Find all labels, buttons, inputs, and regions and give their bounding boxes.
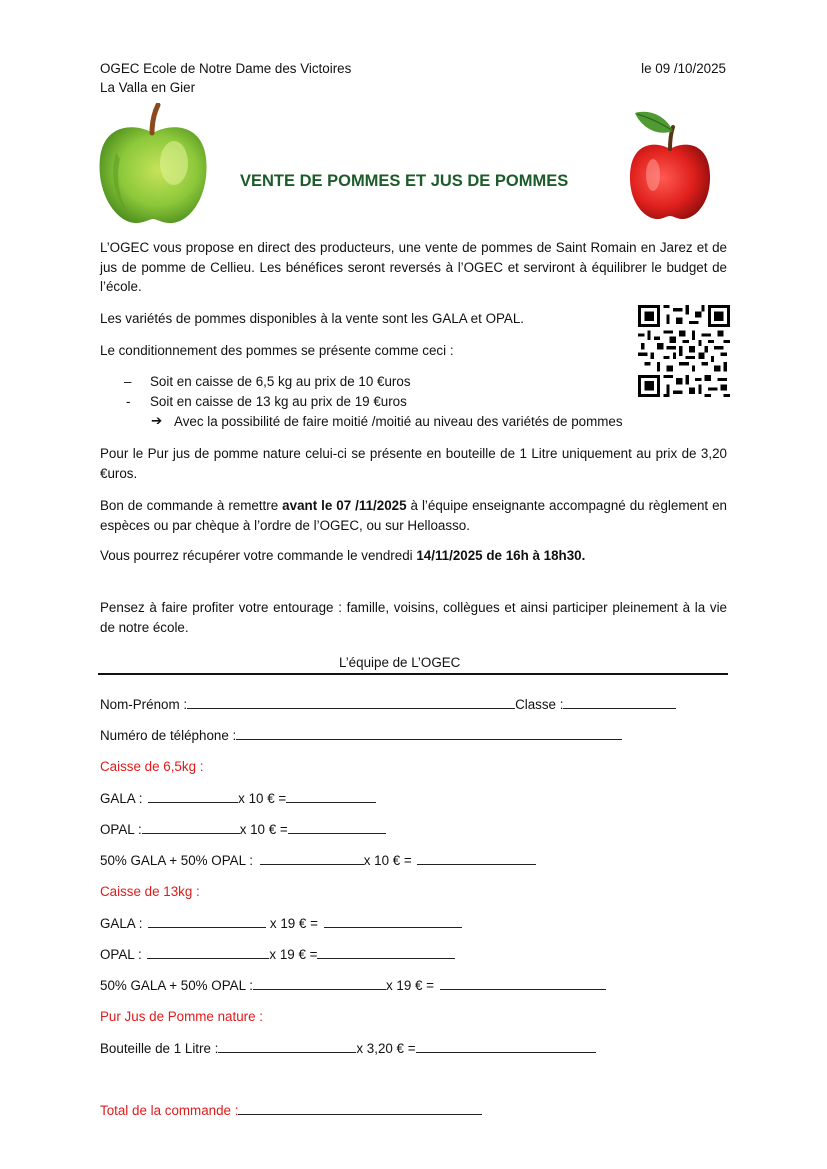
name-field[interactable]	[187, 696, 515, 709]
gala-65-qty-field[interactable]	[148, 790, 238, 803]
mix-13-total-field[interactable]	[440, 977, 606, 990]
gala-65-row: GALA : x 10 € =	[100, 790, 376, 806]
phone-row: Numéro de téléphone :	[100, 727, 622, 743]
class-field[interactable]	[563, 696, 676, 709]
document-date: le 09 /10/2025	[641, 61, 726, 76]
green-apple-icon	[96, 103, 210, 227]
page-title: VENTE DE POMMES ET JUS DE POMMES	[240, 172, 569, 190]
juice-row: Bouteille de 1 Litre : x 3,20 € =	[100, 1040, 596, 1056]
pickup-date: 14/11/2025 de 16h à 18h30.	[416, 548, 586, 563]
divider	[98, 673, 728, 675]
gala-65-total-field[interactable]	[286, 790, 376, 803]
order-paragraph: Bon de commande à remettre avant le 07 /11/2025 à l’équipe enseignante accompagné du règlement en espèces ou par chèque à l’ordre de l’OGEC, ou sur Helloasso.	[100, 498, 727, 533]
opal-13-qty-field[interactable]	[147, 946, 269, 959]
section-13kg: Caisse de 13kg :	[100, 884, 200, 899]
total-label: Total de la commande :	[100, 1103, 239, 1118]
opal-13-row: OPAL : x 19 € =	[100, 946, 455, 962]
opal-65-total-field[interactable]	[288, 821, 386, 834]
opal-13-total-field[interactable]	[317, 946, 455, 959]
town: La Valla en Gier	[100, 80, 196, 95]
phone-field[interactable]	[236, 727, 622, 740]
gala-13-total-field[interactable]	[324, 915, 462, 928]
org-name: OGEC Ecole de Notre Dame des Victoires	[100, 61, 352, 76]
gala-13-qty-field[interactable]	[148, 915, 266, 928]
bullet-item: Soit en caisse de 13 kg au prix de 19 €uros	[150, 394, 407, 409]
pickup-line: Vous pourrez récupérer votre commande le vendredi 14/11/2025 de 16h à 18h30.	[100, 548, 586, 563]
bullet-mark: –	[124, 374, 132, 389]
section-6-5kg: Caisse de 6,5kg :	[100, 759, 204, 774]
closing-paragraph: Pensez à faire profiter votre entourage : famille, voisins, collègues et ainsi participer pleinement à la vie de notre école.	[100, 600, 727, 635]
juice-paragraph: Pour le Pur jus de pomme nature celui-ci se présente en bouteille de 1 Litre uniquement au prix de 3,20 €uros.	[100, 446, 727, 481]
mix-65-row: 50% GALA + 50% OPAL : x 10 € =	[100, 852, 536, 868]
opal-65-qty-field[interactable]	[142, 821, 240, 834]
mix-65-qty-field[interactable]	[260, 852, 364, 865]
arrow-right-icon: ➔	[151, 413, 163, 428]
total-field[interactable]	[238, 1102, 482, 1115]
packaging-intro: Le conditionnement des pommes se présente comme ceci :	[100, 343, 454, 358]
mix-65-total-field[interactable]	[417, 852, 536, 865]
name-row: Nom-Prénom : Classe :	[100, 696, 676, 712]
gala-13-row: GALA : x 19 € =	[100, 915, 462, 931]
intro-paragraph: L’OGEC vous propose en direct des producteurs, une vente de pommes de Saint Romain en Jarez et de jus de pomme de Cellieu. Les bénéfices seront reversés à l’OGEC et serviront à équilibrer le budget de l’école.	[100, 240, 727, 294]
bullet-item: Soit en caisse de 6,5 kg au prix de 10 €uros	[150, 374, 411, 389]
varieties-text: Les variétés de pommes disponibles à la vente sont les GALA et OPAL.	[100, 311, 525, 326]
order-deadline: avant le 07 /11/2025	[282, 498, 407, 513]
arrow-note: Avec la possibilité de faire moitié /moitié au niveau des variétés de pommes	[174, 414, 623, 429]
total-row	[100, 1102, 482, 1118]
section-juice: Pur Jus de Pomme nature :	[100, 1009, 263, 1024]
mix-13-row: 50% GALA + 50% OPAL : x 19 € =	[100, 977, 606, 993]
qr-code-icon	[638, 305, 730, 397]
opal-65-row: OPAL : x 10 € =	[100, 821, 386, 837]
red-apple-icon	[627, 107, 713, 221]
bottle-qty-field[interactable]	[218, 1040, 356, 1053]
signature: L’équipe de L’OGEC	[339, 655, 461, 670]
bottle-total-field[interactable]	[416, 1040, 596, 1053]
bullet-mark: -	[126, 394, 131, 409]
mix-13-qty-field[interactable]	[253, 977, 386, 990]
